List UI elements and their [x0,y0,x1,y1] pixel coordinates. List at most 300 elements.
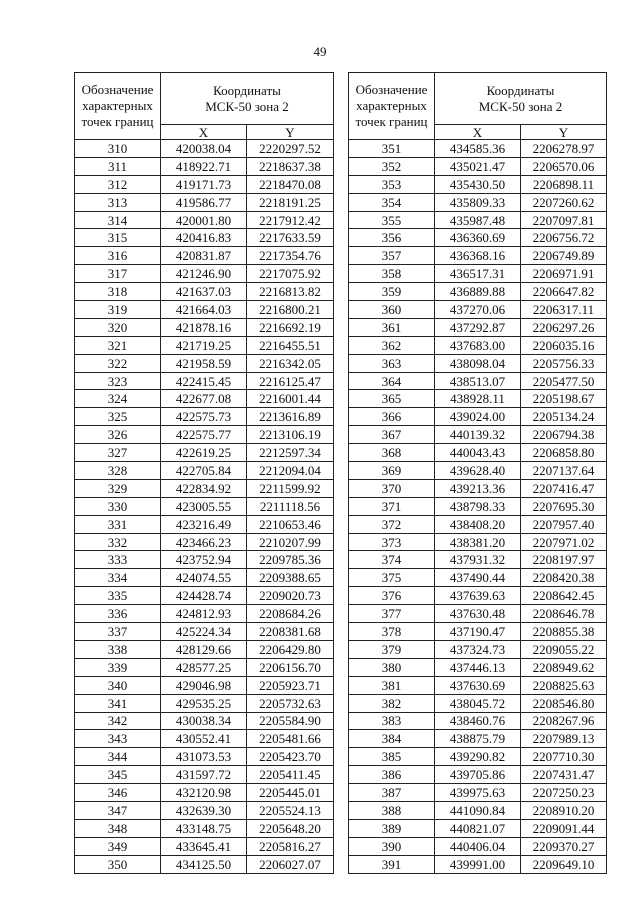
table-row [75,354,334,372]
coord-y: 2207260.62 [521,193,607,211]
point-number: 352 [349,157,435,175]
coord-x: 419171.73 [161,175,247,193]
table-row [349,658,607,676]
table-row [349,712,607,730]
coord-y: 2213106.19 [247,426,334,444]
point-number: 381 [349,676,435,694]
point-number: 388 [349,801,435,819]
header-coordinates [161,73,334,125]
coord-x: 433645.41 [161,837,247,855]
coord-y: 2206278.97 [521,140,607,158]
point-number: 319 [75,301,161,319]
coord-x: 424074.55 [161,569,247,587]
point-number: 339 [75,658,161,676]
point-number: 333 [75,551,161,569]
coord-y: 2205816.27 [247,837,334,855]
table-row [75,497,334,515]
coord-y: 2206971.91 [521,265,607,283]
table-row [349,766,607,784]
table-row [75,784,334,802]
coord-y: 2217912.42 [247,211,334,229]
coord-x: 421958.59 [161,354,247,372]
table-row [75,265,334,283]
coord-y: 2206794.38 [521,426,607,444]
coord-y: 2217075.92 [247,265,334,283]
coord-x: 438875.79 [435,730,521,748]
point-number: 360 [349,301,435,319]
table-row [75,712,334,730]
coord-x: 429535.25 [161,694,247,712]
header-y: Y [521,125,607,140]
table-row [349,372,607,390]
coord-y: 2207137.64 [521,462,607,480]
coord-y: 2205445.01 [247,784,334,802]
coord-y: 2212597.34 [247,444,334,462]
coord-y: 2207957.40 [521,515,607,533]
coord-y: 2209388.65 [247,569,334,587]
coord-x: 422677.08 [161,390,247,408]
table-row [349,819,607,837]
table-row [75,730,334,748]
coord-y: 2212094.04 [247,462,334,480]
coordinates-table-right [348,72,607,874]
point-number: 349 [75,837,161,855]
table-row [349,676,607,694]
table-row [349,515,607,533]
table-row [349,247,607,265]
table-row [75,605,334,623]
coord-y: 2207989.13 [521,730,607,748]
point-number: 351 [349,140,435,158]
table-row [75,175,334,193]
point-number: 358 [349,265,435,283]
point-number: 372 [349,515,435,533]
coord-x: 439705.86 [435,766,521,784]
coord-x: 420831.87 [161,247,247,265]
coord-y: 2205411.45 [247,766,334,784]
coord-y: 2208642.45 [521,587,607,605]
point-number: 377 [349,605,435,623]
point-number: 368 [349,444,435,462]
table-row [349,336,607,354]
point-number: 391 [349,855,435,873]
coord-y: 2206756.72 [521,229,607,247]
coord-y: 2206156.70 [247,658,334,676]
coord-x: 439024.00 [435,408,521,426]
coord-x: 437190.47 [435,623,521,641]
coord-y: 2216125.47 [247,372,334,390]
coord-y: 2208646.78 [521,605,607,623]
coord-y: 2218470.08 [247,175,334,193]
coord-y: 2207431.47 [521,766,607,784]
point-number: 324 [75,390,161,408]
point-number: 378 [349,623,435,641]
table-row [75,336,334,354]
point-number: 345 [75,766,161,784]
table-row [75,247,334,265]
coord-y: 2209370.27 [521,837,607,855]
coord-x: 424812.93 [161,605,247,623]
coord-y: 2218191.25 [247,193,334,211]
point-number: 341 [75,694,161,712]
table-row [349,462,607,480]
coord-x: 437270.06 [435,301,521,319]
coord-x: 440139.32 [435,426,521,444]
table-row [349,283,607,301]
coord-x: 437292.87 [435,318,521,336]
coord-x: 438460.76 [435,712,521,730]
point-number: 313 [75,193,161,211]
coord-x: 420416.83 [161,229,247,247]
coord-y: 2206570.06 [521,157,607,175]
coord-y: 2207416.47 [521,479,607,497]
table-row [75,211,334,229]
coord-x: 421719.25 [161,336,247,354]
point-number: 335 [75,587,161,605]
point-number: 331 [75,515,161,533]
coord-x: 421878.16 [161,318,247,336]
point-number: 318 [75,283,161,301]
coord-x: 423752.94 [161,551,247,569]
coord-x: 421637.03 [161,283,247,301]
point-number: 332 [75,533,161,551]
point-number: 384 [349,730,435,748]
point-number: 329 [75,479,161,497]
coord-x: 439991.00 [435,855,521,873]
point-number: 371 [349,497,435,515]
point-number: 330 [75,497,161,515]
coord-y: 2207250.23 [521,784,607,802]
point-number: 386 [349,766,435,784]
coord-y: 2208267.96 [521,712,607,730]
coord-x: 434125.50 [161,855,247,873]
coord-y: 2206297.26 [521,318,607,336]
coord-x: 435021.47 [435,157,521,175]
coord-y: 2208684.26 [247,605,334,623]
point-number: 357 [349,247,435,265]
point-number: 362 [349,336,435,354]
point-number: 346 [75,784,161,802]
table-row [349,497,607,515]
coord-x: 431597.72 [161,766,247,784]
point-number: 311 [75,157,161,175]
point-number: 375 [349,569,435,587]
coord-x: 438098.04 [435,354,521,372]
coord-y: 2208420.38 [521,569,607,587]
table-row [349,318,607,336]
coord-x: 432120.98 [161,784,247,802]
point-number: 390 [349,837,435,855]
table-row [75,766,334,784]
coord-y: 2205423.70 [247,748,334,766]
point-number: 321 [75,336,161,354]
coord-y: 2206317.11 [521,301,607,319]
coord-x: 431073.53 [161,748,247,766]
coord-x: 439290.82 [435,748,521,766]
header-coordinates-title: Координаты [213,82,281,98]
coordinates-table-left [74,72,334,874]
coord-y: 2208197.97 [521,551,607,569]
coord-x: 423216.49 [161,515,247,533]
coord-x: 435430.50 [435,175,521,193]
header-x: X [161,125,247,140]
table-row [75,658,334,676]
coord-y: 2207097.81 [521,211,607,229]
table-row [75,390,334,408]
coord-y: 2207710.30 [521,748,607,766]
point-number: 322 [75,354,161,372]
coord-x: 430552.41 [161,730,247,748]
coord-x: 428577.25 [161,658,247,676]
coord-x: 436517.31 [435,265,521,283]
point-number: 347 [75,801,161,819]
point-number: 344 [75,748,161,766]
point-number: 370 [349,479,435,497]
table-row [349,265,607,283]
point-number: 327 [75,444,161,462]
table-row [349,390,607,408]
coord-y: 2209785.36 [247,551,334,569]
coord-x: 439628.40 [435,462,521,480]
table-row [75,676,334,694]
coord-x: 441090.84 [435,801,521,819]
table-row [349,354,607,372]
coord-x: 440821.07 [435,819,521,837]
point-number: 380 [349,658,435,676]
point-number: 314 [75,211,161,229]
coord-x: 433148.75 [161,819,247,837]
coord-y: 2208910.20 [521,801,607,819]
table-row [75,479,334,497]
coord-x: 419586.77 [161,193,247,211]
table-row [75,837,334,855]
table-row [75,372,334,390]
table-row [75,623,334,641]
table-row [349,193,607,211]
coord-y: 2206027.07 [247,855,334,873]
point-number: 353 [349,175,435,193]
point-number: 338 [75,640,161,658]
table-row [349,444,607,462]
coord-x: 435987.48 [435,211,521,229]
point-number: 310 [75,140,161,158]
coord-x: 438928.11 [435,390,521,408]
coord-x: 423466.23 [161,533,247,551]
coord-x: 422575.77 [161,426,247,444]
coord-x: 421246.90 [161,265,247,283]
coord-y: 2208949.62 [521,658,607,676]
table-row [75,551,334,569]
point-number: 316 [75,247,161,265]
coord-x: 422415.45 [161,372,247,390]
point-number: 367 [349,426,435,444]
point-number: 340 [75,676,161,694]
header-point-designation: Обозначение характерных точек границ [75,73,161,140]
coord-y: 2210653.46 [247,515,334,533]
coord-x: 437683.00 [435,336,521,354]
coord-y: 2216800.21 [247,301,334,319]
point-number: 312 [75,175,161,193]
point-number: 334 [75,569,161,587]
point-number: 336 [75,605,161,623]
coord-y: 2216342.05 [247,354,334,372]
header-point-designation: Обозначение характерных точек границ [349,73,435,140]
point-number: 342 [75,712,161,730]
coord-y: 2211118.56 [247,497,334,515]
coord-x: 421664.03 [161,301,247,319]
table-row [75,140,334,158]
point-number: 325 [75,408,161,426]
coord-x: 440043.43 [435,444,521,462]
coord-x: 422705.84 [161,462,247,480]
coord-y: 2216692.19 [247,318,334,336]
point-number: 317 [75,265,161,283]
table-row [349,730,607,748]
coord-x: 438045.72 [435,694,521,712]
point-number: 315 [75,229,161,247]
coord-x: 438408.20 [435,515,521,533]
coord-y: 2205648.20 [247,819,334,837]
header-x: X [435,125,521,140]
coord-x: 418922.71 [161,157,247,175]
point-number: 320 [75,318,161,336]
coord-y: 2206035.16 [521,336,607,354]
coord-y: 2210207.99 [247,533,334,551]
header-coordinates-title: Координаты [486,82,555,98]
point-number: 366 [349,408,435,426]
header-coordinates-system: МСК-50 зона 2 [478,98,563,114]
table-row [349,211,607,229]
table-row [349,157,607,175]
coord-y: 2205923.71 [247,676,334,694]
coord-x: 438513.07 [435,372,521,390]
coord-y: 2217354.76 [247,247,334,265]
point-number: 369 [349,462,435,480]
table-row [75,855,334,873]
coord-x: 428129.66 [161,640,247,658]
table-row [349,551,607,569]
coord-x: 434585.36 [435,140,521,158]
coord-y: 2213616.89 [247,408,334,426]
coord-y: 2209020.73 [247,587,334,605]
coord-y: 2216813.82 [247,283,334,301]
point-number: 348 [75,819,161,837]
table-row [349,784,607,802]
table-row [75,229,334,247]
coord-y: 2209649.10 [521,855,607,873]
coord-y: 2205732.63 [247,694,334,712]
coord-x: 437446.13 [435,658,521,676]
coord-x: 422619.25 [161,444,247,462]
coord-x: 436889.88 [435,283,521,301]
coord-y: 2205481.66 [247,730,334,748]
table-row [349,640,607,658]
coord-y: 2205477.50 [521,372,607,390]
coord-y: 2205524.13 [247,801,334,819]
coord-x: 438381.20 [435,533,521,551]
coord-x: 432639.30 [161,801,247,819]
point-number: 374 [349,551,435,569]
coord-y: 2218637.38 [247,157,334,175]
coord-x: 437630.69 [435,676,521,694]
table-row [75,640,334,658]
table-row [349,694,607,712]
coord-x: 424428.74 [161,587,247,605]
coord-x: 438798.33 [435,497,521,515]
table-row [75,301,334,319]
table-row [349,479,607,497]
table-row [349,855,607,873]
coord-x: 440406.04 [435,837,521,855]
coord-y: 2211599.92 [247,479,334,497]
header-y: Y [247,125,334,140]
coord-y: 2208855.38 [521,623,607,641]
table-row [75,587,334,605]
point-number: 354 [349,193,435,211]
table-row [75,748,334,766]
coord-x: 435809.33 [435,193,521,211]
coord-y: 2206647.82 [521,283,607,301]
point-number: 365 [349,390,435,408]
coord-y: 2216455.51 [247,336,334,354]
table-row [349,837,607,855]
table-row [75,444,334,462]
coord-y: 2205134.24 [521,408,607,426]
table-row [75,193,334,211]
coord-x: 437931.32 [435,551,521,569]
point-number: 350 [75,855,161,873]
point-number: 387 [349,784,435,802]
coord-x: 436368.16 [435,247,521,265]
table-row [75,694,334,712]
table-row [349,175,607,193]
point-number: 382 [349,694,435,712]
table-row [349,587,607,605]
coord-x: 430038.34 [161,712,247,730]
coord-y: 2205756.33 [521,354,607,372]
coord-y: 2217633.59 [247,229,334,247]
table-row [349,301,607,319]
coord-y: 2205198.67 [521,390,607,408]
coord-x: 437324.73 [435,640,521,658]
coord-y: 2207971.02 [521,533,607,551]
coord-y: 2216001.44 [247,390,334,408]
point-number: 385 [349,748,435,766]
coord-x: 439975.63 [435,784,521,802]
point-number: 373 [349,533,435,551]
coord-x: 425224.34 [161,623,247,641]
table-row [75,462,334,480]
table-row [75,283,334,301]
coord-x: 420038.04 [161,140,247,158]
coord-y: 2206429.80 [247,640,334,658]
point-number: 356 [349,229,435,247]
coord-x: 436360.69 [435,229,521,247]
coord-x: 423005.55 [161,497,247,515]
page-number: 49 [313,44,327,59]
table-row [75,569,334,587]
coord-x: 422834.92 [161,479,247,497]
table-row [349,533,607,551]
coord-y: 2209091.44 [521,819,607,837]
point-number: 376 [349,587,435,605]
table-row [349,605,607,623]
point-number: 337 [75,623,161,641]
table-row [75,533,334,551]
point-number: 361 [349,318,435,336]
table-row [349,801,607,819]
coord-x: 429046.98 [161,676,247,694]
